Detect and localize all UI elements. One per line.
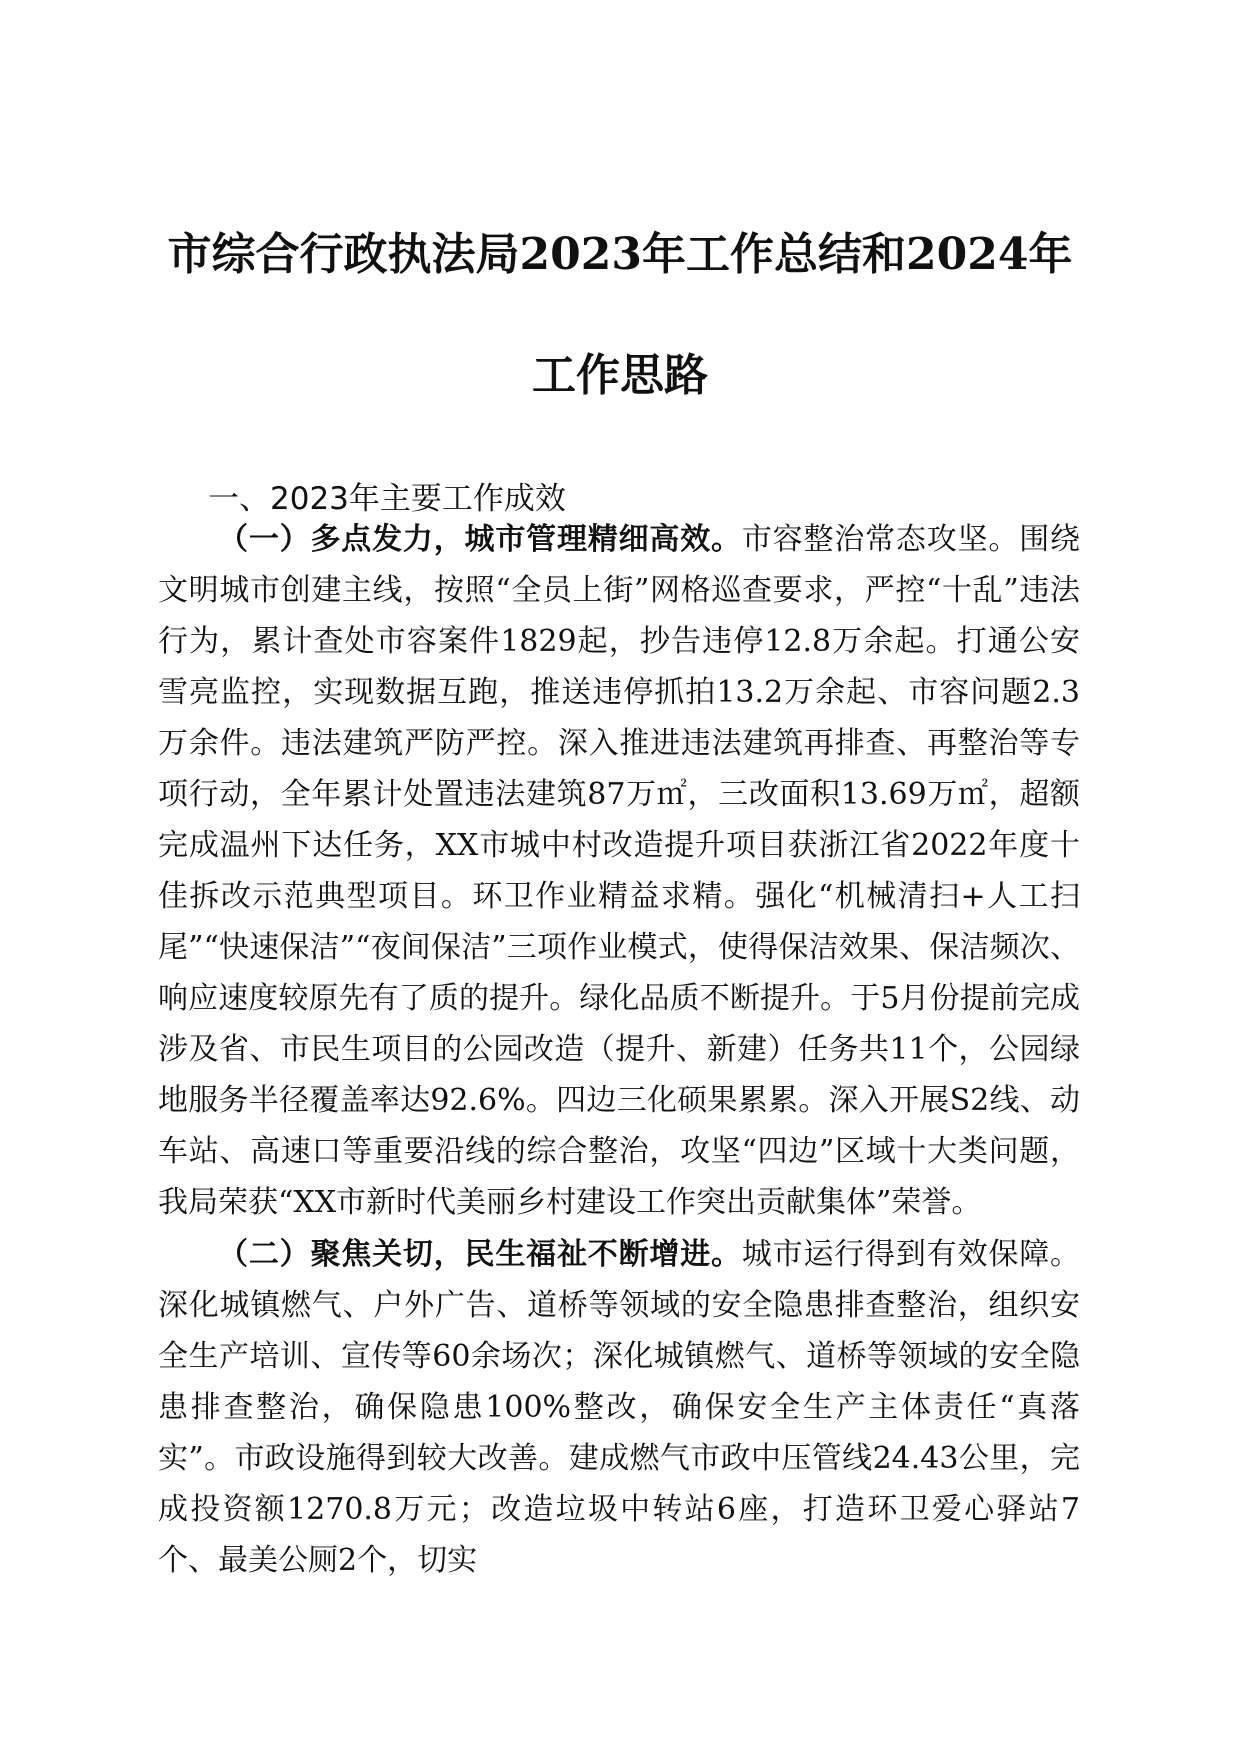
paragraph-2-body: 城市运行得到有效保障。深化城镇燃气、户外广告、道桥等领域的安全隐患排查整治，组织安全生产培训、宣传等60余场次；深化城镇燃气、道桥等领域的安全隐患排查整治，确保隐患100%整改，确保安全生产主体责任“真落实”。市政设施得到较大改善。建成燃气市政中压管线24.43公里，完成投资额1270.8万元；改造垃圾中转站6座，打造环卫爱心驿站7个、最美公厕2个，切实 bbox=[158, 1237, 1081, 1578]
paragraph-1-body: 市容整治常态攻坚。围绕文明城市创建主线，按照“全员上街”网格巡查要求，严控“十乱”违法行为，累计查处市容案件1829起，抄告违停12.8万余起。打通公安雪亮监控，实现数据互跑，推送违停抓拍13.2万余起、市容问题2.3万余件。违法建筑严防严控。深入推进违法建筑再排查、再整治等专项行动，全年累计处置违法建筑87万㎡，三改面积13.69万㎡，超额完成温州下达任务，XX市城中村改造提升项目获浙江省2022年度十佳拆改示范典型项目。环卫作业精益求精。强化“机械清扫+人工扫尾”“快速保洁”“夜间保洁”三项作业模式，使得保洁效果、保洁频次、响应速度较原先有了质的提升。绿化品质不断提升。于5月份提前完成涉及省、市民生项目的公园改造（提升、新建）任务共11个，公园绿地服务半径覆盖率达92.6%。四边三化硕果累累。深入开展S2线、动车站、高速口等重要沿线的综合整治，攻坚“四边”区域十大类问题，我局荣获“XX市新时代美丽乡村建设工作突出贡献集体”荣誉。 bbox=[158, 522, 1081, 1220]
paragraph-1-heading: （一）多点发力，城市管理精细高效。 bbox=[218, 522, 742, 557]
paragraph-2 bbox=[158, 1229, 1080, 1586]
paragraph-2-heading: （二）聚焦关切，民生福祉不断增进。 bbox=[218, 1237, 742, 1272]
paragraph-1 bbox=[158, 514, 1080, 1228]
section-heading-1: 一、2023年主要工作成效 bbox=[208, 481, 566, 517]
document-title-line-1: 市综合行政执法局2023年工作总结和2024年 bbox=[167, 229, 1073, 280]
document-title-line-2: 工作思路 bbox=[532, 350, 708, 401]
